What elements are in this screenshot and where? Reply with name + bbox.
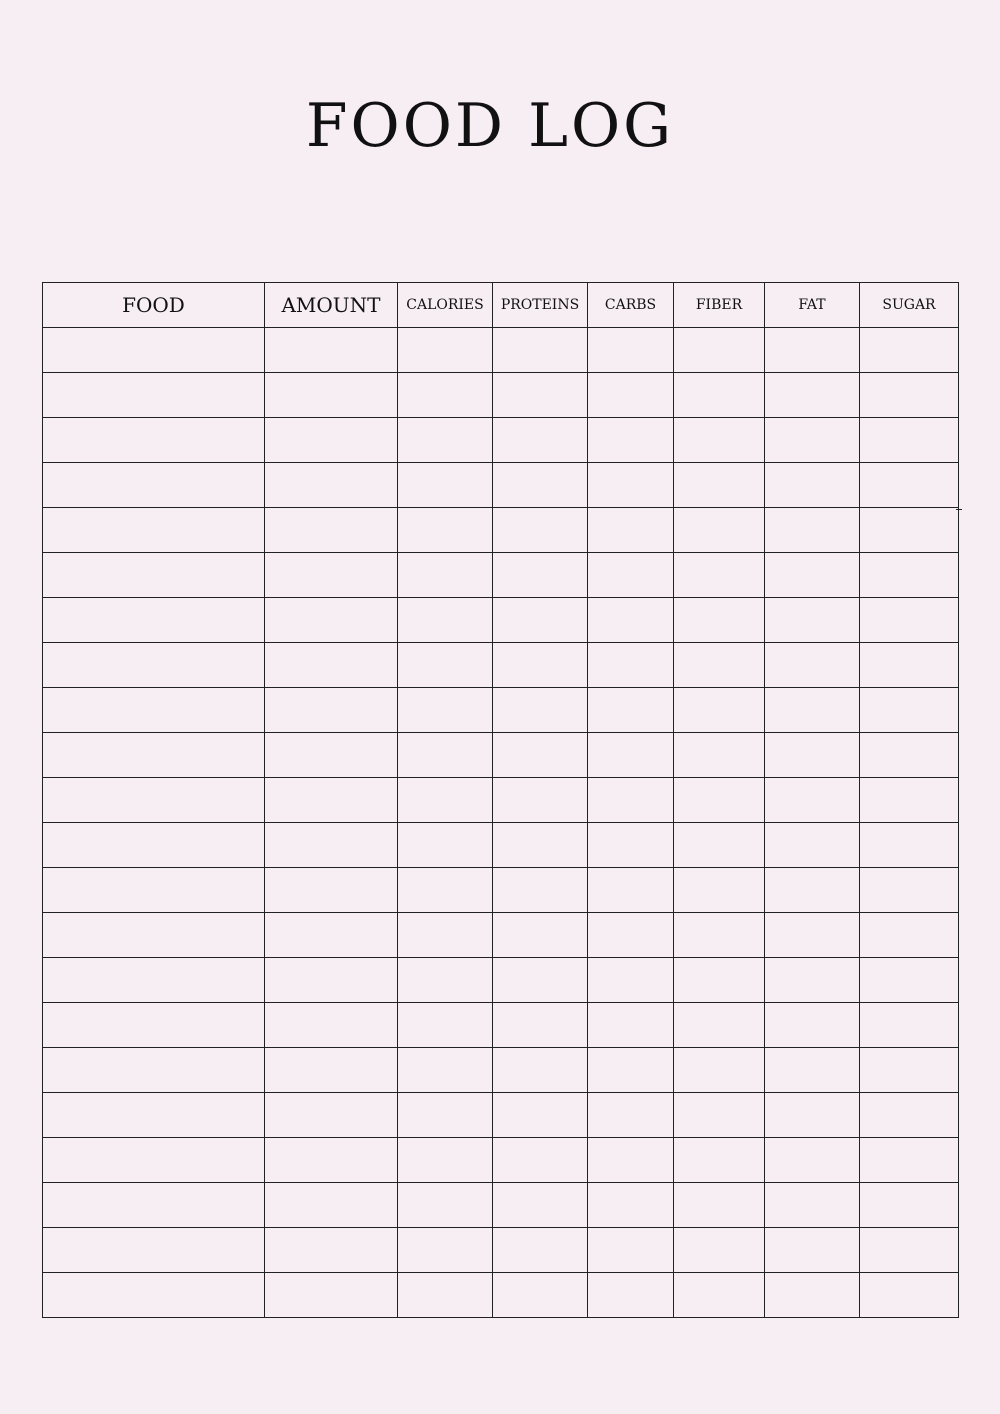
- cell-amount[interactable]: [265, 598, 398, 643]
- cell-calories[interactable]: [398, 823, 493, 868]
- cell-amount[interactable]: [265, 733, 398, 778]
- cell-fiber[interactable]: [674, 1048, 765, 1093]
- cell-sugar[interactable]: [860, 913, 959, 958]
- column-header-sugar: SUGAR: [860, 283, 959, 328]
- cell-calories[interactable]: [398, 598, 493, 643]
- cell-food[interactable]: [43, 778, 265, 823]
- cell-fiber[interactable]: [674, 958, 765, 1003]
- column-header-proteins: PROTEINS: [493, 283, 588, 328]
- cell-carbs[interactable]: [588, 778, 674, 823]
- cell-food[interactable]: [43, 1183, 265, 1228]
- cell-sugar[interactable]: [860, 643, 959, 688]
- cell-carbs[interactable]: [588, 1138, 674, 1183]
- cell-proteins[interactable]: [493, 1183, 588, 1228]
- cell-fat[interactable]: [765, 1093, 860, 1138]
- cell-fiber[interactable]: [674, 598, 765, 643]
- cell-sugar[interactable]: [860, 958, 959, 1003]
- cell-proteins[interactable]: [493, 1273, 588, 1318]
- cell-proteins[interactable]: [493, 1228, 588, 1273]
- cell-calories[interactable]: [398, 508, 493, 553]
- cell-fiber[interactable]: [674, 1093, 765, 1138]
- cell-fiber[interactable]: [674, 913, 765, 958]
- cell-amount[interactable]: [265, 1183, 398, 1228]
- cell-proteins[interactable]: [493, 1048, 588, 1093]
- cell-sugar[interactable]: [860, 823, 959, 868]
- table-row: [43, 328, 959, 373]
- cell-calories[interactable]: [398, 1093, 493, 1138]
- cell-carbs[interactable]: [588, 823, 674, 868]
- cell-calories[interactable]: [398, 373, 493, 418]
- cell-amount[interactable]: [265, 418, 398, 463]
- column-header-fat: FAT: [765, 283, 860, 328]
- cell-proteins[interactable]: [493, 868, 588, 913]
- cell-fiber[interactable]: [674, 643, 765, 688]
- table-row: [43, 913, 959, 958]
- table-row: [43, 958, 959, 1003]
- cell-amount[interactable]: [265, 1138, 398, 1183]
- cell-food[interactable]: [43, 1093, 265, 1138]
- cell-calories[interactable]: [398, 778, 493, 823]
- cell-food[interactable]: [43, 1048, 265, 1093]
- cell-amount[interactable]: [265, 643, 398, 688]
- table-row: [43, 1138, 959, 1183]
- cell-fiber[interactable]: [674, 1183, 765, 1228]
- cell-sugar[interactable]: [860, 553, 959, 598]
- cell-carbs[interactable]: [588, 913, 674, 958]
- cell-sugar[interactable]: [860, 373, 959, 418]
- cell-food[interactable]: [43, 1273, 265, 1318]
- cell-calories[interactable]: [398, 328, 493, 373]
- cell-proteins[interactable]: [493, 643, 588, 688]
- table-row: [43, 463, 959, 508]
- cell-fiber[interactable]: [674, 1138, 765, 1183]
- cell-calories[interactable]: [398, 1048, 493, 1093]
- cell-food[interactable]: [43, 868, 265, 913]
- column-header-fiber: FIBER: [674, 283, 765, 328]
- cell-sugar[interactable]: [860, 868, 959, 913]
- table-row: [43, 1093, 959, 1138]
- column-header-amount: AMOUNT: [265, 283, 398, 328]
- cell-amount[interactable]: [265, 1003, 398, 1048]
- cell-proteins[interactable]: [493, 913, 588, 958]
- cell-fat[interactable]: [765, 553, 860, 598]
- cell-fat[interactable]: [765, 778, 860, 823]
- cell-calories[interactable]: [398, 643, 493, 688]
- cell-food[interactable]: [43, 1228, 265, 1273]
- cell-fat[interactable]: [765, 508, 860, 553]
- table-row: [43, 688, 959, 733]
- cell-fat[interactable]: [765, 913, 860, 958]
- cell-calories[interactable]: [398, 463, 493, 508]
- cell-carbs[interactable]: [588, 733, 674, 778]
- table-row: [43, 598, 959, 643]
- cell-sugar[interactable]: [860, 1183, 959, 1228]
- cell-calories[interactable]: [398, 1273, 493, 1318]
- column-header-carbs: CARBS: [588, 283, 674, 328]
- cell-fat[interactable]: [765, 418, 860, 463]
- cell-amount[interactable]: [265, 508, 398, 553]
- cell-proteins[interactable]: [493, 328, 588, 373]
- cell-food[interactable]: [43, 733, 265, 778]
- cell-fiber[interactable]: [674, 1228, 765, 1273]
- cell-amount[interactable]: [265, 373, 398, 418]
- cell-amount[interactable]: [265, 1048, 398, 1093]
- cell-food[interactable]: [43, 598, 265, 643]
- cell-amount[interactable]: [265, 463, 398, 508]
- cell-fiber[interactable]: [674, 508, 765, 553]
- cell-calories[interactable]: [398, 688, 493, 733]
- cell-fiber[interactable]: [674, 688, 765, 733]
- cell-fat[interactable]: [765, 823, 860, 868]
- cell-carbs[interactable]: [588, 1273, 674, 1318]
- cell-amount[interactable]: [265, 688, 398, 733]
- cell-proteins[interactable]: [493, 373, 588, 418]
- cell-calories[interactable]: [398, 418, 493, 463]
- cell-carbs[interactable]: [588, 643, 674, 688]
- cell-fiber[interactable]: [674, 463, 765, 508]
- cell-sugar[interactable]: [860, 508, 959, 553]
- cell-calories[interactable]: [398, 553, 493, 598]
- cell-amount[interactable]: [265, 778, 398, 823]
- cell-sugar[interactable]: [860, 1228, 959, 1273]
- cell-calories[interactable]: [398, 913, 493, 958]
- table-row: [43, 553, 959, 598]
- cell-fat[interactable]: [765, 598, 860, 643]
- cell-sugar[interactable]: [860, 778, 959, 823]
- cell-fiber[interactable]: [674, 418, 765, 463]
- cell-carbs[interactable]: [588, 463, 674, 508]
- cell-sugar[interactable]: [860, 1093, 959, 1138]
- cell-amount[interactable]: [265, 913, 398, 958]
- cell-food[interactable]: [43, 958, 265, 1003]
- cell-fat[interactable]: [765, 643, 860, 688]
- cell-fat[interactable]: [765, 373, 860, 418]
- cell-carbs[interactable]: [588, 598, 674, 643]
- cell-carbs[interactable]: [588, 1048, 674, 1093]
- cell-carbs[interactable]: [588, 688, 674, 733]
- cell-fiber[interactable]: [674, 1003, 765, 1048]
- cell-food[interactable]: [43, 553, 265, 598]
- cell-calories[interactable]: [398, 1183, 493, 1228]
- cell-fiber[interactable]: [674, 553, 765, 598]
- column-header-food: FOOD: [43, 283, 265, 328]
- table-row: [43, 643, 959, 688]
- cell-fiber[interactable]: [674, 868, 765, 913]
- cell-sugar[interactable]: [860, 733, 959, 778]
- cell-sugar[interactable]: [860, 1273, 959, 1318]
- cell-calories[interactable]: [398, 958, 493, 1003]
- cell-fat[interactable]: [765, 1048, 860, 1093]
- cell-amount[interactable]: [265, 868, 398, 913]
- table-row: [43, 733, 959, 778]
- cell-fat[interactable]: [765, 688, 860, 733]
- table-row: [43, 778, 959, 823]
- cell-carbs[interactable]: [588, 958, 674, 1003]
- cell-amount[interactable]: [265, 1093, 398, 1138]
- cell-sugar[interactable]: [860, 598, 959, 643]
- cell-food[interactable]: [43, 688, 265, 733]
- table-row: [43, 508, 959, 553]
- cell-food[interactable]: [43, 508, 265, 553]
- table-row: [43, 1183, 959, 1228]
- table-row: [43, 1048, 959, 1093]
- table-row: [43, 868, 959, 913]
- table-row: [43, 1228, 959, 1273]
- cell-calories[interactable]: [398, 1003, 493, 1048]
- cell-carbs[interactable]: [588, 1093, 674, 1138]
- cell-fat[interactable]: [765, 1138, 860, 1183]
- cell-food[interactable]: [43, 823, 265, 868]
- cell-sugar[interactable]: [860, 688, 959, 733]
- cell-proteins[interactable]: [493, 553, 588, 598]
- cell-carbs[interactable]: [588, 328, 674, 373]
- cell-carbs[interactable]: [588, 508, 674, 553]
- stray-line-mark: [956, 509, 962, 510]
- cell-calories[interactable]: [398, 868, 493, 913]
- cell-calories[interactable]: [398, 1138, 493, 1183]
- table-row: [43, 373, 959, 418]
- cell-sugar[interactable]: [860, 1138, 959, 1183]
- cell-fiber[interactable]: [674, 778, 765, 823]
- cell-sugar[interactable]: [860, 463, 959, 508]
- cell-fat[interactable]: [765, 328, 860, 373]
- cell-food[interactable]: [43, 1138, 265, 1183]
- cell-sugar[interactable]: [860, 418, 959, 463]
- cell-sugar[interactable]: [860, 328, 959, 373]
- table-row: [43, 823, 959, 868]
- cell-proteins[interactable]: [493, 1003, 588, 1048]
- cell-fat[interactable]: [765, 1228, 860, 1273]
- header-row: [43, 283, 959, 328]
- cell-fat[interactable]: [765, 1273, 860, 1318]
- cell-carbs[interactable]: [588, 418, 674, 463]
- table-row: [43, 1273, 959, 1318]
- cell-sugar[interactable]: [860, 1003, 959, 1048]
- cell-fiber[interactable]: [674, 733, 765, 778]
- cell-carbs[interactable]: [588, 868, 674, 913]
- cell-sugar[interactable]: [860, 1048, 959, 1093]
- cell-calories[interactable]: [398, 733, 493, 778]
- cell-amount[interactable]: [265, 328, 398, 373]
- cell-food[interactable]: [43, 418, 265, 463]
- cell-food[interactable]: [43, 328, 265, 373]
- cell-proteins[interactable]: [493, 958, 588, 1003]
- cell-carbs[interactable]: [588, 553, 674, 598]
- cell-calories[interactable]: [398, 1228, 493, 1273]
- cell-amount[interactable]: [265, 553, 398, 598]
- cell-proteins[interactable]: [493, 1093, 588, 1138]
- cell-amount[interactable]: [265, 1273, 398, 1318]
- table-row: [43, 1003, 959, 1048]
- cell-fat[interactable]: [765, 463, 860, 508]
- cell-carbs[interactable]: [588, 1228, 674, 1273]
- cell-proteins[interactable]: [493, 733, 588, 778]
- page-title: FOOD LOG: [305, 91, 675, 161]
- cell-proteins[interactable]: [493, 823, 588, 868]
- cell-amount[interactable]: [265, 958, 398, 1003]
- cell-carbs[interactable]: [588, 1183, 674, 1228]
- cell-fat[interactable]: [765, 958, 860, 1003]
- cell-fiber[interactable]: [674, 823, 765, 868]
- cell-food[interactable]: [43, 643, 265, 688]
- table-row: [43, 418, 959, 463]
- cell-fat[interactable]: [765, 1003, 860, 1048]
- food-log-table: [42, 282, 959, 1318]
- cell-proteins[interactable]: [493, 778, 588, 823]
- column-header-calories: CALORIES: [398, 283, 493, 328]
- cell-food[interactable]: [43, 463, 265, 508]
- cell-proteins[interactable]: [493, 598, 588, 643]
- cell-amount[interactable]: [265, 1228, 398, 1273]
- cell-amount[interactable]: [265, 823, 398, 868]
- log-body: [43, 328, 959, 1318]
- cell-proteins[interactable]: [493, 418, 588, 463]
- cell-fat[interactable]: [765, 733, 860, 778]
- cell-food[interactable]: [43, 913, 265, 958]
- cell-proteins[interactable]: [493, 688, 588, 733]
- cell-food[interactable]: [43, 1003, 265, 1048]
- cell-carbs[interactable]: [588, 1003, 674, 1048]
- cell-proteins[interactable]: [493, 463, 588, 508]
- cell-fat[interactable]: [765, 868, 860, 913]
- cell-carbs[interactable]: [588, 373, 674, 418]
- cell-fiber[interactable]: [674, 1273, 765, 1318]
- cell-food[interactable]: [43, 373, 265, 418]
- cell-proteins[interactable]: [493, 1138, 588, 1183]
- cell-fiber[interactable]: [674, 373, 765, 418]
- cell-proteins[interactable]: [493, 508, 588, 553]
- cell-fiber[interactable]: [674, 328, 765, 373]
- cell-fat[interactable]: [765, 1183, 860, 1228]
